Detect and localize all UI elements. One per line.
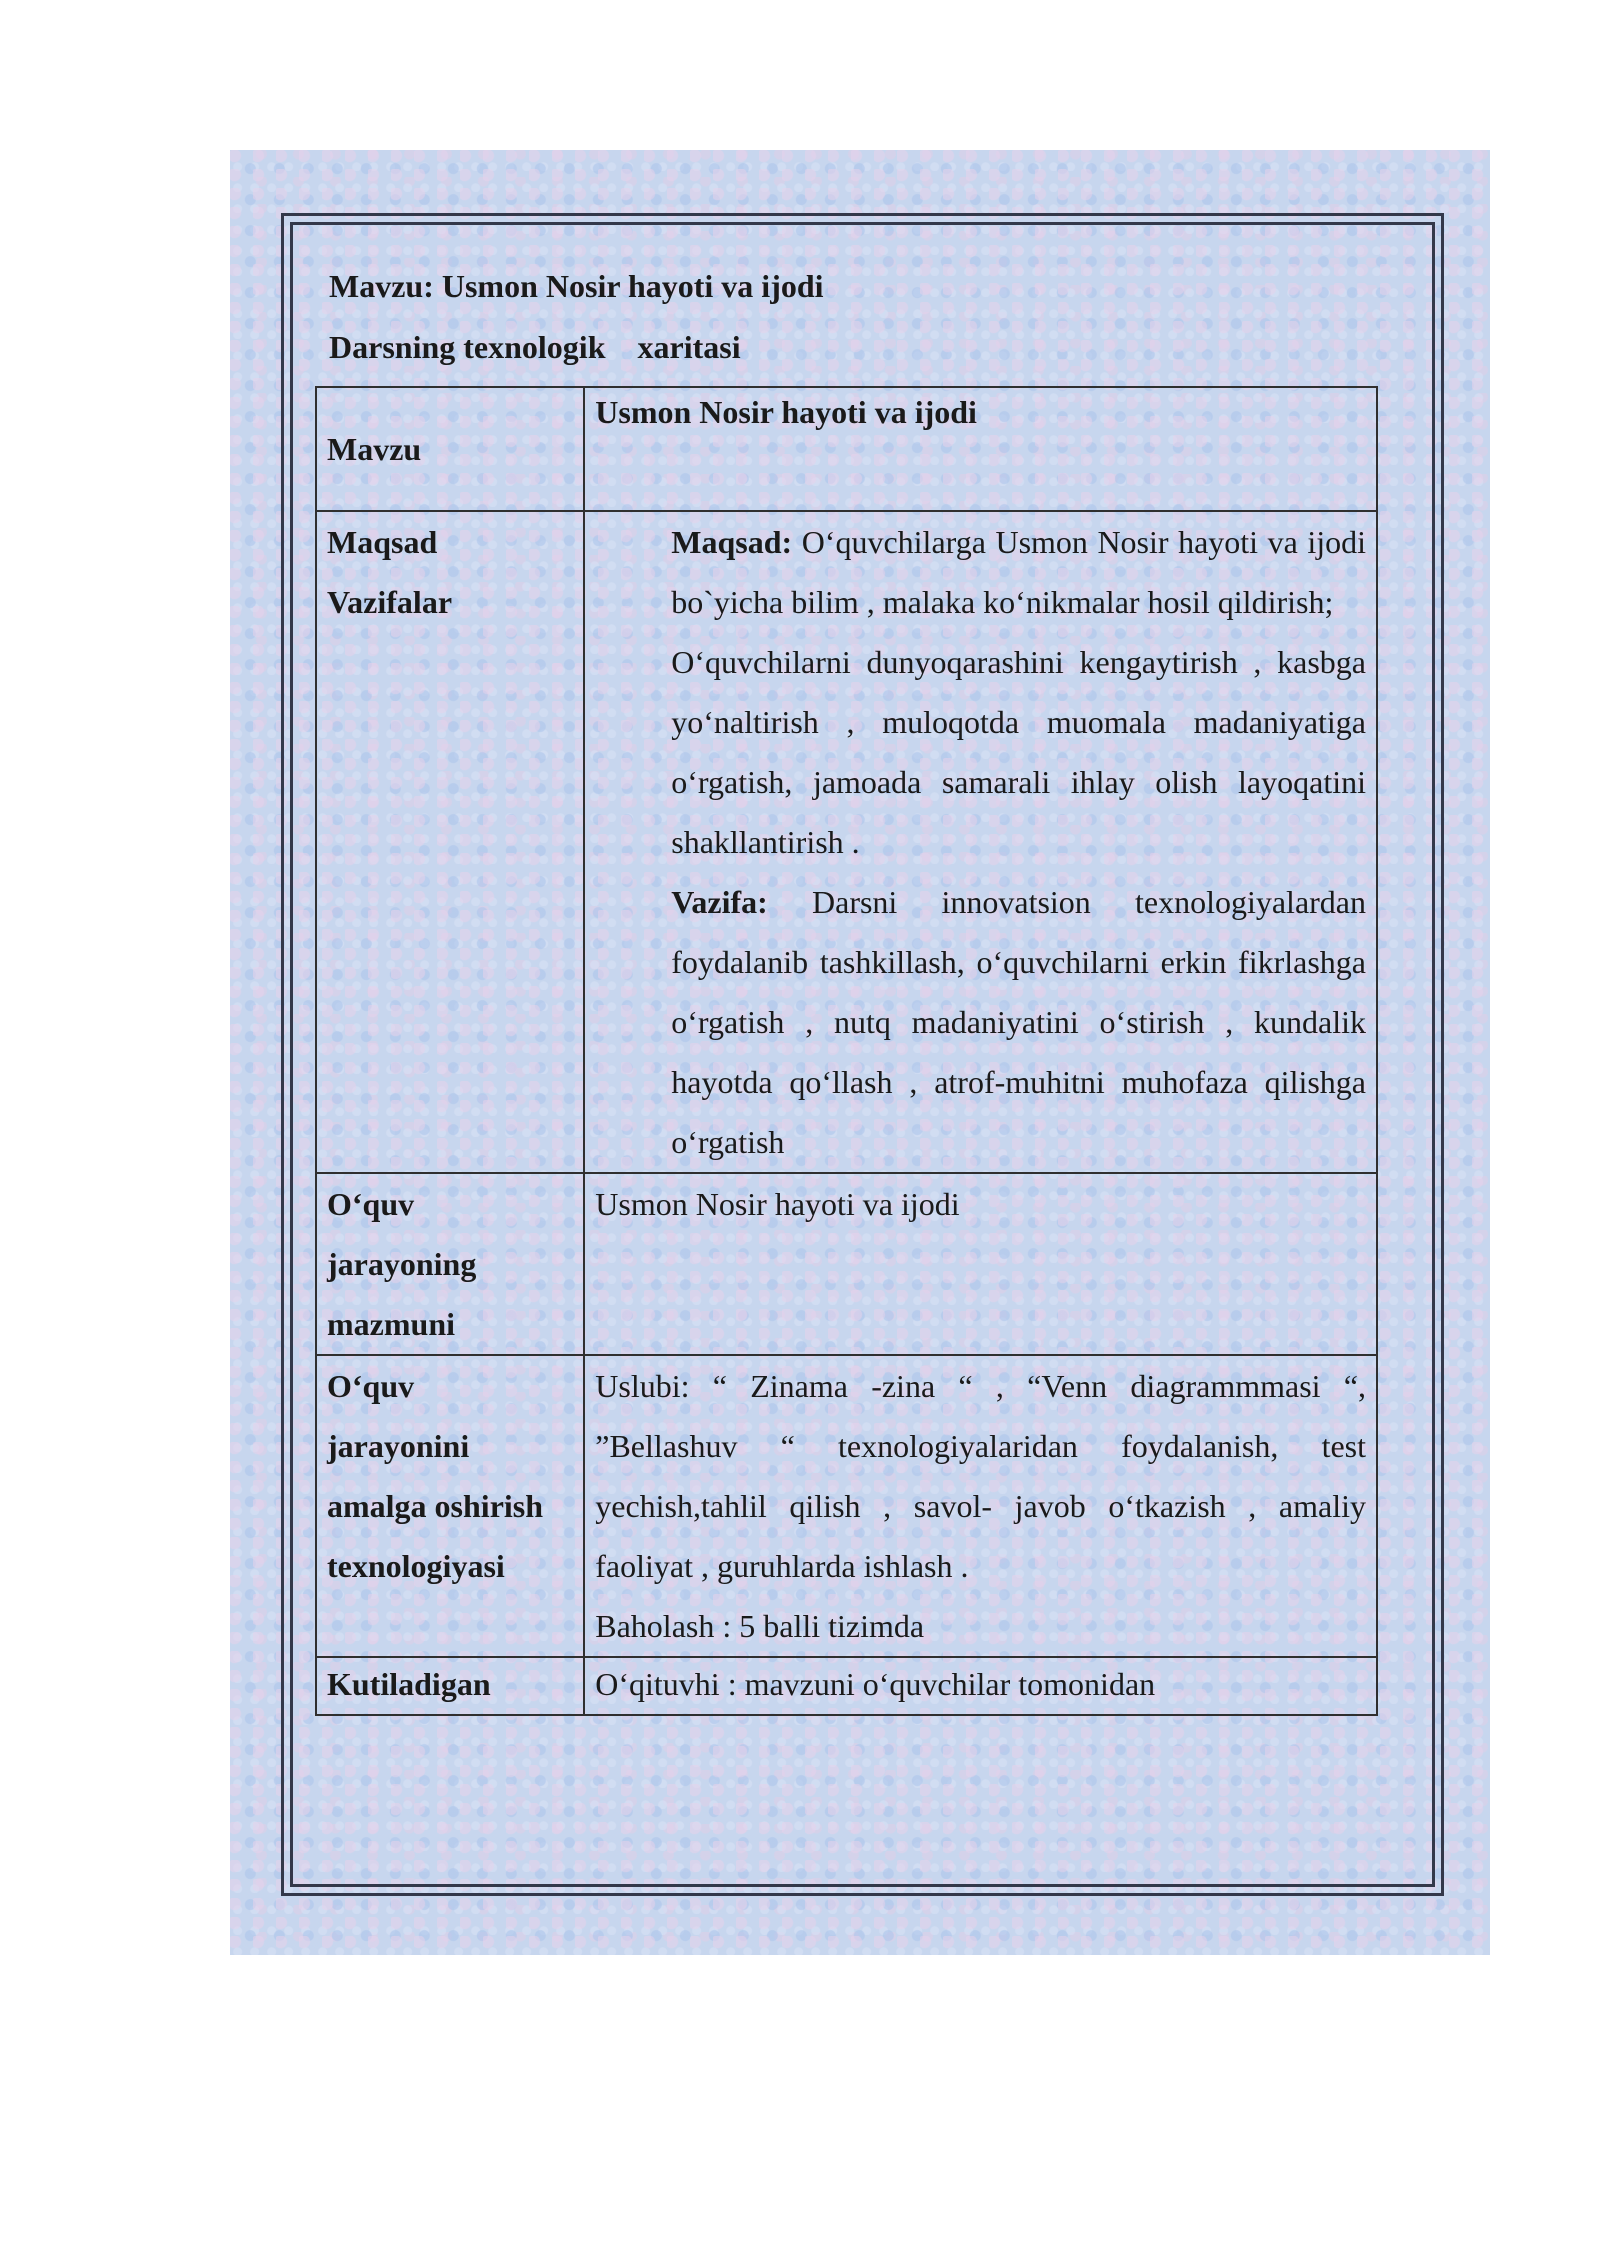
row-label-topic: Mavzu <box>316 387 584 511</box>
label-line: texnologiyasi <box>327 1548 505 1584</box>
goal-label: Maqsad: <box>671 524 793 560</box>
grading-text: Baholash : 5 balli tizimda <box>595 1608 925 1644</box>
label-line: amalga oshirish <box>327 1488 544 1524</box>
label-line: O‘quv <box>327 1368 415 1404</box>
table-row <box>316 1355 1377 1657</box>
table-row <box>316 1173 1377 1355</box>
row-content-goals <box>584 511 1377 1173</box>
topic-heading: Mavzu: Usmon Nosir hayoti va ijodi <box>329 268 824 304</box>
row-label-expected: Kutiladigan <box>316 1657 584 1715</box>
row-label-technology <box>316 1355 584 1657</box>
goal-block <box>595 512 1366 1172</box>
row-content-technology <box>584 1355 1377 1657</box>
task-paragraph <box>671 872 1366 1172</box>
table-row <box>316 387 1377 511</box>
goal-paragraph <box>671 512 1366 632</box>
lesson-plan-table <box>315 386 1378 1716</box>
task-label: Vazifa: <box>671 884 768 920</box>
row-label-content <box>316 1173 584 1355</box>
label-line: Vazifalar <box>327 584 453 620</box>
label-line: Maqsad <box>327 524 438 560</box>
label-line: jarayonini <box>327 1428 470 1464</box>
goal-text: O‘quvchilarga Usmon Nosir hayoti va ijodi bo`yicha bilim , malaka ko‘nikmalar hosil qildirish; <box>671 524 1366 620</box>
label-line: O‘quv <box>327 1186 415 1222</box>
row-content-content: Usmon Nosir hayoti va ijodi <box>584 1173 1377 1355</box>
method-text: Uslubi: “ Zinama -zina “ , “Venn diagrammmasi “, ”Bellashuv “ texnologiyalaridan foydalanish, test yechish,tahlil qilish , savol- javob o‘tkazish , amaliy faoliyat , guruhlarda ishlash . <box>595 1368 1366 1584</box>
row-content-expected: O‘qituvhi : mavzuni o‘quvchilar tomonidan <box>584 1657 1377 1715</box>
document-title: Darsning texnologik xaritasi <box>329 329 741 365</box>
row-label-goals <box>316 511 584 1173</box>
label-line: mazmuni <box>327 1306 455 1342</box>
table-row <box>316 1657 1377 1715</box>
task-text: Darsni innovatsion texnologiyalardan foydalanib tashkillash, o‘quvchilarni erkin fikrlashga o‘rgatish , nutq madaniyatini o‘stirish , kundalik hayotda qo‘llash , atrof-muhitni muhofaza qilishga o‘rgatish <box>671 884 1367 1160</box>
table-row <box>316 511 1377 1173</box>
goal-paragraph-2: O‘quvchilarni dunyoqarashini kengaytirish , kasbga yo‘naltirish , muloqotda muomala madaniyatiga o‘rgatish, jamoada samarali ihlay olish layoqatini shakllantirish . <box>671 644 1366 860</box>
label-line: jarayoning <box>327 1246 477 1282</box>
row-content-topic: Usmon Nosir hayoti va ijodi <box>584 387 1377 511</box>
